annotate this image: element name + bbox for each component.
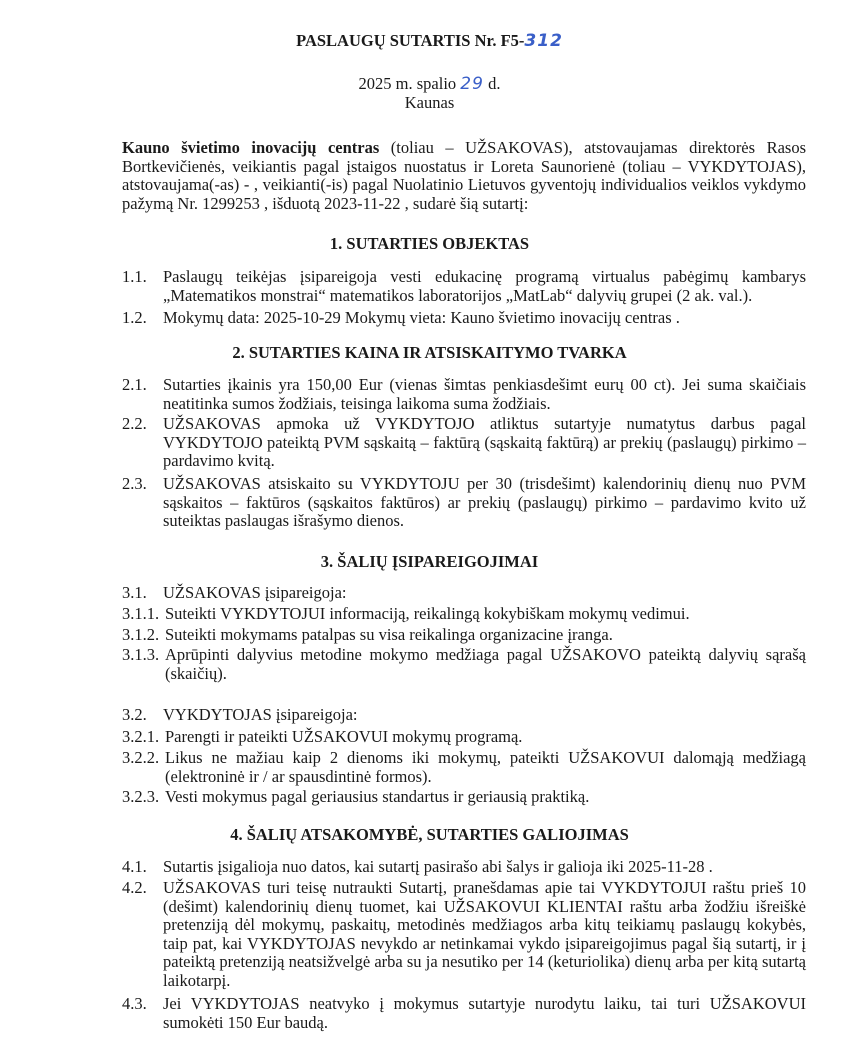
clause-text: UŽSAKOVAS atsiskaito su VYKDYTOJU per 30 (trisdešimt) kalendorinių dienų nuo PVM sąskaitos – faktūros (sąskaitos faktūros) ar prekių (paslaugų) pirkimo – pardavimo kvito už suteiktas paslaugas išrašymo dienos. xyxy=(163,474,806,530)
client-name: Kauno švietimo inovacijų centras xyxy=(122,138,380,157)
date-suffix: d. xyxy=(488,74,501,93)
contract-date xyxy=(0,75,859,94)
section-heading: 1. SUTARTIES OBJEKTAS xyxy=(329,234,530,253)
clause-item xyxy=(122,646,806,683)
section-heading: 4. ŠALIŲ ATSAKOMYBĖ, SUTARTIES GALIOJIMAS xyxy=(230,825,629,844)
clause-text: Jei VYKDYTOJAS neatvyko į mokymus sutartyje nurodytu laiku, tai turi UŽSAKOVUI sumokėti 150 Eur baudą. xyxy=(163,994,806,1032)
clause-item xyxy=(122,879,806,990)
clause-text: Sutartis įsigalioja nuo datos, kai sutartį pasirašo abi šalys ir galioja iki 2025-11-28 . xyxy=(163,857,713,876)
clause-text: Suteikti VYKDYTOJUI informaciją, reikalingą kokybiškam mokymų vedimui. xyxy=(165,604,690,623)
clause-number: 4.2. xyxy=(122,878,147,897)
clause-text: Aprūpinti dalyvius metodine mokymo medžiaga pagal UŽSAKOVO pateiktą dalyvių sąrašą (skaičių). xyxy=(165,645,806,683)
clause-text: Mokymų data: 2025-10-29 Mokymų vieta: Kauno švietimo inovacijų centras . xyxy=(163,308,680,327)
clause-item xyxy=(122,995,806,1032)
clause-number: 3.1. xyxy=(122,583,147,602)
handwritten-date-day: 29 xyxy=(460,74,484,94)
clause-text: Likus ne mažiau kaip 2 dienoms iki mokymų, pateikti UŽSAKOVUI dalomąją medžiagą (elektroninė ir / ar spausdintinė formos). xyxy=(165,748,806,786)
clause-number: 4.3. xyxy=(122,994,147,1013)
clause-item xyxy=(122,706,806,725)
clause-text: Sutarties įkainis yra 150,00 Eur (vienas šimtas penkiasdešimt eurų 00 ct). Jei suma skaičiais neatitinka sumos žodžiais, teisinga laikoma suma žodžiais. xyxy=(163,375,806,413)
clause-text: Paslaugų teikėjas įsipareigoja vesti edukacinę programą virtualus pabėgimų kambarys „Matematikos monstrai“ matematikos laboratorijos „MatLab“ dalyvių grupei (2 ak. val.). xyxy=(163,267,806,305)
section-heading: 2. SUTARTIES KAINA IR ATSISKAITYMO TVARKA xyxy=(232,343,627,362)
clause-number: 3.1.2. xyxy=(122,625,160,644)
section-heading: 3. ŠALIŲ ĮSIPAREIGOJIMAI xyxy=(320,552,539,571)
clause-number: 3.2.3. xyxy=(122,787,160,806)
intro-text: (toliau – UŽSAKOVAS), atstovaujamas direktorės Rasos Bortkevičienės, veikiantis pagal įstaigos nuostatus ir Loreta Saunorienė (toliau – VYKDYTOJAS), atstovaujama(-as) - , veikianti(-is) pagal Nuolatinio Lietuvos gyventojų individualios veiklos vykdymo pažymą Nr. 1299253 , išduotą 2023-11-22 , sudarė šią sutartį: xyxy=(122,138,806,213)
clause-number: 4.1. xyxy=(122,857,147,876)
clause-number: 3.1.3. xyxy=(122,645,160,664)
clause-text: Vesti mokymus pagal geriausius standartus ir geriausią praktiką. xyxy=(165,787,590,806)
clause-text: Parengti ir pateikti UŽSAKOVUI mokymų programą. xyxy=(165,727,523,746)
clause-item xyxy=(122,415,806,471)
clause-number: 2.1. xyxy=(122,375,147,394)
clause-item xyxy=(122,309,806,328)
clause-number: 2.2. xyxy=(122,414,147,433)
clause-number: 1.1. xyxy=(122,267,147,286)
clause-text: UŽSAKOVAS įsipareigoja: xyxy=(163,583,347,602)
clause-item xyxy=(122,475,806,531)
handwritten-contract-number: 312 xyxy=(524,31,563,51)
clause-item xyxy=(122,858,806,877)
clause-item xyxy=(122,376,806,413)
clause-number: 3.2.2. xyxy=(122,748,160,767)
clause-item xyxy=(122,626,806,645)
clause-text: Suteikti mokymams patalpas su visa reikalinga organizacine įranga. xyxy=(165,625,613,644)
title-text: PASLAUGŲ SUTARTIS Nr. F5- xyxy=(296,31,525,50)
clause-number: 3.2. xyxy=(122,705,147,724)
contract-title xyxy=(0,32,859,51)
clause-item xyxy=(122,728,806,747)
clause-text: UŽSAKOVAS apmoka už VYKDYTOJO atliktus sutartyje numatytus darbus pagal VYKDYTOJO pateiktą PVM sąskaitą – faktūrą (sąskaitą faktūrą) ar prekių (paslaugų) pirkimo – pardavimo kvitą. xyxy=(163,414,806,470)
clause-number: 2.3. xyxy=(122,474,147,493)
intro-paragraph xyxy=(122,139,806,213)
date-prefix: 2025 m. spalio xyxy=(358,74,457,93)
clause-item xyxy=(122,584,806,603)
clause-item xyxy=(122,268,806,305)
contract-city: Kaunas xyxy=(404,93,455,112)
clause-item xyxy=(122,749,806,786)
clause-text: VYKDYTOJAS įsipareigoja: xyxy=(163,705,358,724)
clause-number: 3.1.1. xyxy=(122,604,160,623)
clause-number: 1.2. xyxy=(122,308,147,327)
clause-item xyxy=(122,788,806,807)
clause-number: 3.2.1. xyxy=(122,727,160,746)
clause-item xyxy=(122,605,806,624)
clause-text: UŽSAKOVAS turi teisę nutraukti Sutartį, pranešdamas apie tai VYKDYTOJUI raštu prieš 10 (dešimt) kalendorinių dienų tuomet, kai UŽSAKOVUI KLIENTAI raštu arba žodžiu išreiškė pretenziją dėl mokymų, paskaitų, metodinės medžiagos arba kitų teikiamų paslaugų kokybės, taip pat, kai VYKDYTOJAS nevykdo ar netinkamai vykdo įsipareigojimus pagal šią sutartį, ir į pateiktą pretenziją neatsižvelgė arba su ja nesutiko per 14 (keturiolika) dienų arba per kitą sutartą laikotarpį. xyxy=(163,878,806,990)
